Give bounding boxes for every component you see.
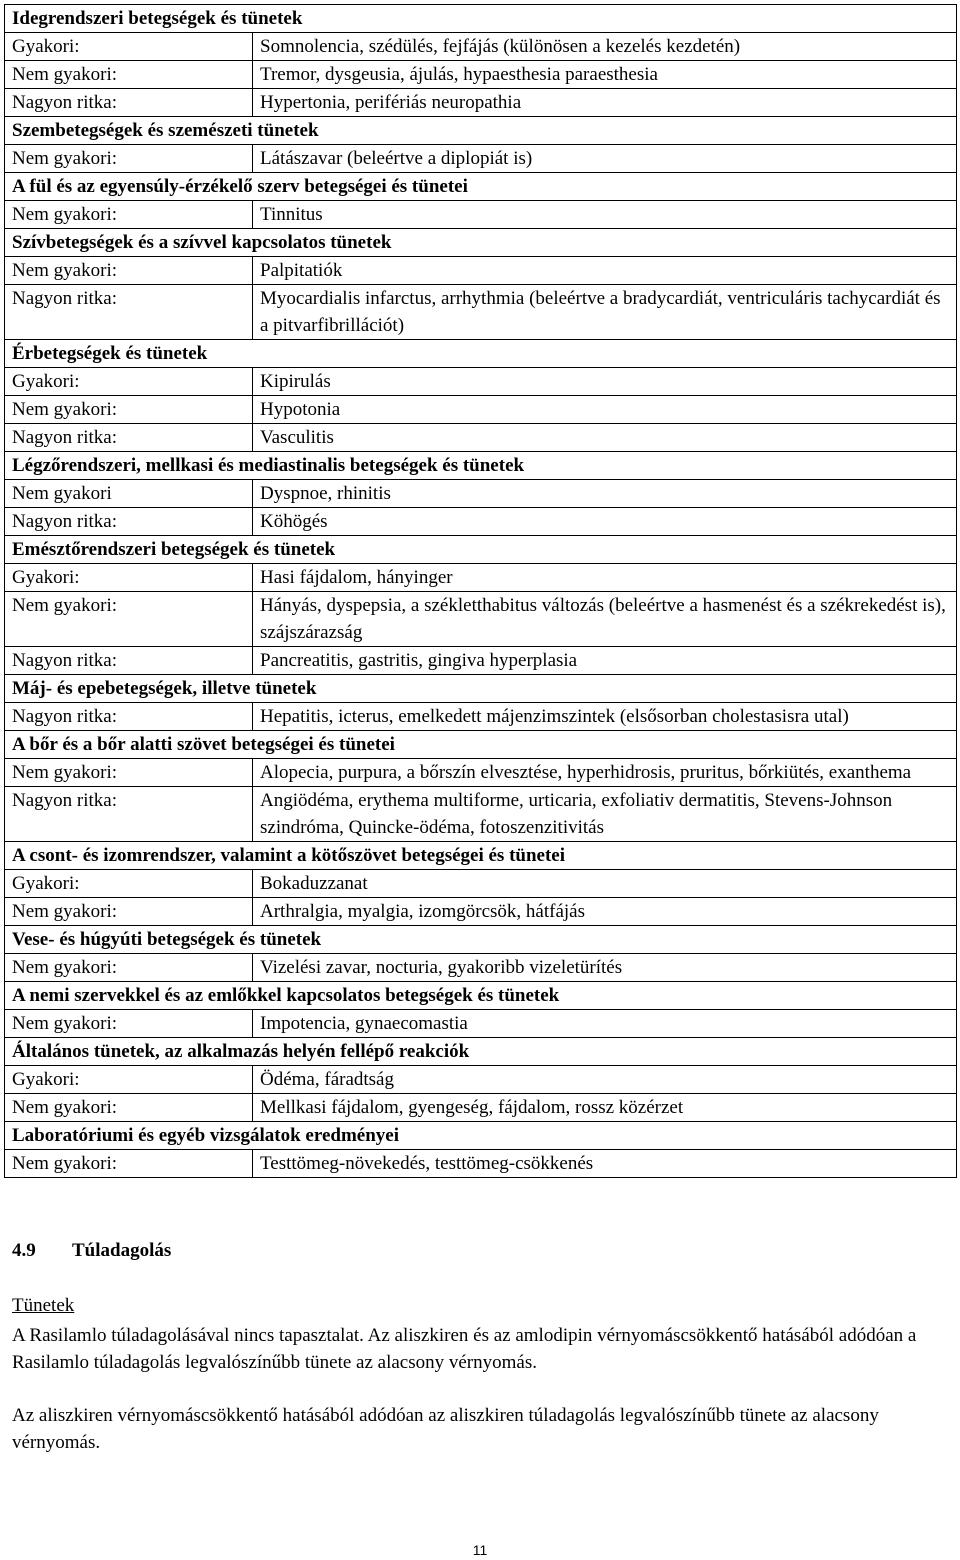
section-header-row xyxy=(5,675,957,703)
table-row xyxy=(5,257,957,285)
reaction-cell: Mellkasi fájdalom, gyengeség, fájdalom, rossz közérzet xyxy=(253,1094,957,1122)
table-row xyxy=(5,508,957,536)
frequency-cell: Nagyon ritka: xyxy=(5,285,253,340)
table-row xyxy=(5,898,957,926)
frequency-cell: Nem gyakori: xyxy=(5,201,253,229)
section-title-cell: Máj- és epebetegségek, illetve tünetek xyxy=(5,675,957,703)
section-title-cell: Szembetegségek és szemészeti tünetek xyxy=(5,117,957,145)
frequency-cell: Nagyon ritka: xyxy=(5,647,253,675)
overdose-paragraph-2: Az aliszkiren vérnyomáscsökkentő hatásából adódóan az aliszkiren túladagolás legvalószínűbb tünete az alacsony vérnyomás. xyxy=(12,1405,879,1453)
section-header-row xyxy=(5,842,957,870)
section-header-row xyxy=(5,229,957,257)
table-row xyxy=(5,592,957,647)
section-title-cell: Vese- és húgyúti betegségek és tünetek xyxy=(5,926,957,954)
reaction-cell: Hepatitis, icterus, emelkedett májenzimszintek (elsősorban cholestasisra utal) xyxy=(253,703,957,731)
table-row xyxy=(5,396,957,424)
section-title-cell: A bőr és a bőr alatti szövet betegségei és tünetei xyxy=(5,731,957,759)
reaction-cell: Pancreatitis, gastritis, gingiva hyperplasia xyxy=(253,647,957,675)
table-row xyxy=(5,424,957,452)
frequency-cell: Nem gyakori xyxy=(5,480,253,508)
section-header-row xyxy=(5,982,957,1010)
reaction-cell: Somnolencia, szédülés, fejfájás (különösen a kezelés kezdetén) xyxy=(253,33,957,61)
frequency-cell: Nagyon ritka: xyxy=(5,508,253,536)
section-heading-overdose xyxy=(12,1240,171,1262)
reaction-cell: Testtömeg-növekedés, testtömeg-csökkenés xyxy=(253,1150,957,1178)
symptoms-subheading: Tünetek xyxy=(12,1295,75,1316)
section-title-cell: Szívbetegségek és a szívvel kapcsolatos tünetek xyxy=(5,229,957,257)
section-header-row xyxy=(5,536,957,564)
section-title-cell: A fül és az egyensúly-érzékelő szerv betegségei és tünetei xyxy=(5,173,957,201)
section-title-cell: A nemi szervekkel és az emlőkkel kapcsolatos betegségek és tünetek xyxy=(5,982,957,1010)
table-row xyxy=(5,201,957,229)
section-header-row xyxy=(5,173,957,201)
table-row xyxy=(5,954,957,982)
reaction-cell: Angiödéma, erythema multiforme, urticaria, exfoliativ dermatitis, Stevens-Johnson szindróma, Quincke-ödéma, fotoszenzitivitás xyxy=(253,787,957,842)
section-header-row xyxy=(5,1122,957,1150)
table-row xyxy=(5,145,957,173)
reaction-cell: Dyspnoe, rhinitis xyxy=(253,480,957,508)
reaction-cell: Arthralgia, myalgia, izomgörcsök, hátfájás xyxy=(253,898,957,926)
adverse-reactions-table-body xyxy=(5,5,957,1178)
reaction-cell: Tinnitus xyxy=(253,201,957,229)
table-row xyxy=(5,1150,957,1178)
section-header-row xyxy=(5,340,957,368)
frequency-cell: Nem gyakori: xyxy=(5,1094,253,1122)
section-title-cell: Laboratóriumi és egyéb vizsgálatok eredményei xyxy=(5,1122,957,1150)
frequency-cell: Nem gyakori: xyxy=(5,1150,253,1178)
table-row xyxy=(5,870,957,898)
frequency-cell: Gyakori: xyxy=(5,564,253,592)
section-header-row xyxy=(5,117,957,145)
reaction-cell: Ödéma, fáradtság xyxy=(253,1066,957,1094)
reaction-cell: Alopecia, purpura, a bőrszín elvesztése, hyperhidrosis, pruritus, bőrkiütés, exanthema xyxy=(253,759,957,787)
frequency-cell: Nem gyakori: xyxy=(5,592,253,647)
reaction-cell: Bokaduzzanat xyxy=(253,870,957,898)
overdose-paragraph-1: A Rasilamlo túladagolásával nincs tapasztalat. Az aliszkiren és az amlodipin vérnyomáscsökkentő hatásából adódóan a Rasilamlo túladagolás legvalószínűbb tünete az alacsony vérnyomás. xyxy=(12,1325,917,1373)
table-row xyxy=(5,787,957,842)
table-row xyxy=(5,564,957,592)
table-row xyxy=(5,647,957,675)
reaction-cell: Kipirulás xyxy=(253,368,957,396)
table-row xyxy=(5,61,957,89)
table-row xyxy=(5,1010,957,1038)
frequency-cell: Nem gyakori: xyxy=(5,145,253,173)
section-title: Túladagolás xyxy=(72,1240,172,1261)
section-header-row xyxy=(5,1038,957,1066)
reaction-cell: Tremor, dysgeusia, ájulás, hypaesthesia paraesthesia xyxy=(253,61,957,89)
frequency-cell: Nagyon ritka: xyxy=(5,703,253,731)
reaction-cell: Impotencia, gynaecomastia xyxy=(253,1010,957,1038)
table-row xyxy=(5,480,957,508)
reaction-cell: Vasculitis xyxy=(253,424,957,452)
table-row xyxy=(5,368,957,396)
table-row xyxy=(5,89,957,117)
section-header-row xyxy=(5,452,957,480)
section-title-cell: Érbetegségek és tünetek xyxy=(5,340,957,368)
frequency-cell: Nem gyakori: xyxy=(5,759,253,787)
frequency-cell: Gyakori: xyxy=(5,33,253,61)
reaction-cell: Látászavar (beleértve a diplopiát is) xyxy=(253,145,957,173)
frequency-cell: Gyakori: xyxy=(5,870,253,898)
reaction-cell: Hasi fájdalom, hányinger xyxy=(253,564,957,592)
frequency-cell: Nem gyakori: xyxy=(5,954,253,982)
table-row xyxy=(5,1094,957,1122)
frequency-cell: Nem gyakori: xyxy=(5,257,253,285)
frequency-cell: Nem gyakori: xyxy=(5,396,253,424)
reaction-cell: Palpitatiók xyxy=(253,257,957,285)
section-title-cell: Általános tünetek, az alkalmazás helyén fellépő reakciók xyxy=(5,1038,957,1066)
frequency-cell: Gyakori: xyxy=(5,1066,253,1094)
reaction-cell: Hányás, dyspepsia, a székletthabitus változás (beleértve a hasmenést és a székrekedést is), szájszárazság xyxy=(253,592,957,647)
table-row xyxy=(5,285,957,340)
section-title-cell: Légzőrendszeri, mellkasi és mediastinalis betegségek és tünetek xyxy=(5,452,957,480)
table-row xyxy=(5,703,957,731)
reaction-cell: Hypertonia, perifériás neuropathia xyxy=(253,89,957,117)
section-header-row xyxy=(5,731,957,759)
table-row xyxy=(5,33,957,61)
reaction-cell: Hypotonia xyxy=(253,396,957,424)
frequency-cell: Gyakori: xyxy=(5,368,253,396)
section-title-cell: Idegrendszeri betegségek és tünetek xyxy=(5,5,957,33)
reaction-cell: Vizelési zavar, nocturia, gyakoribb vizeletürítés xyxy=(253,954,957,982)
section-title-cell: A csont- és izomrendszer, valamint a kötőszövet betegségei és tünetei xyxy=(5,842,957,870)
frequency-cell: Nagyon ritka: xyxy=(5,787,253,842)
section-number: 4.9 xyxy=(12,1240,36,1261)
frequency-cell: Nagyon ritka: xyxy=(5,89,253,117)
section-title-cell: Emésztőrendszeri betegségek és tünetek xyxy=(5,536,957,564)
reaction-cell: Myocardialis infarctus, arrhythmia (beleértve a bradycardiát, ventriculáris tachycardiát és a pitvarfibrillációt) xyxy=(253,285,957,340)
page-number: 11 xyxy=(472,1542,488,1558)
adverse-reactions-table xyxy=(4,4,957,1178)
frequency-cell: Nagyon ritka: xyxy=(5,424,253,452)
section-header-row xyxy=(5,5,957,33)
frequency-cell: Nem gyakori: xyxy=(5,61,253,89)
table-row xyxy=(5,759,957,787)
table-row xyxy=(5,1066,957,1094)
reaction-cell: Köhögés xyxy=(253,508,957,536)
frequency-cell: Nem gyakori: xyxy=(5,898,253,926)
section-header-row xyxy=(5,926,957,954)
frequency-cell: Nem gyakori: xyxy=(5,1010,253,1038)
